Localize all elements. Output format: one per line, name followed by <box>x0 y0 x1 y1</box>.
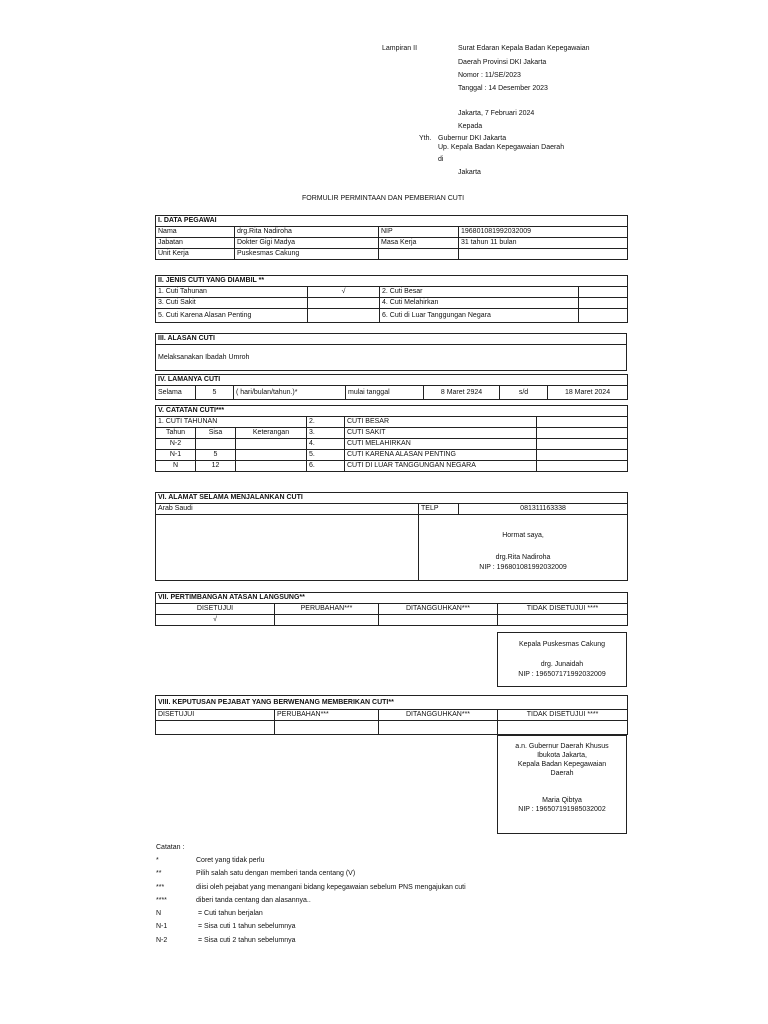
note-key: N-1 <box>156 923 168 930</box>
official-line-4: Daerah <box>550 770 574 777</box>
ditangguhkan-header: DITANGGUHKAN*** <box>379 710 498 721</box>
section-alamat-cuti <box>155 492 628 581</box>
section-5-title: V. CATATAN CUTI*** <box>156 406 628 417</box>
section-8-title: VIII. KEPUTUSAN PEJABAT YANG BERWENANG MEMBERIKAN CUTI** <box>156 696 628 710</box>
empty-cell <box>537 439 628 450</box>
supervisor-name: drg. Junaidah <box>540 660 584 668</box>
empty-cell <box>537 417 628 428</box>
keterangan-cell <box>236 450 307 461</box>
empty-cell <box>537 428 628 439</box>
section-data-pegawai <box>155 215 628 260</box>
hormat-label: Hormat saya, <box>502 532 544 539</box>
ref-nomor: Nomor : 11/SE/2023 <box>458 72 521 79</box>
applicant-nip: NIP : 196801081992032009 <box>479 564 567 571</box>
leave-option-6: 6. Cuti di Luar Tanggungan Negara <box>380 309 579 323</box>
section-1-title: I. DATA PEGAWAI <box>156 216 628 227</box>
sisa-cell <box>196 439 236 450</box>
section-2-title: II. JENIS CUTI YANG DIAMBIL ** <box>156 276 628 287</box>
official-line-3: Kepala Badan Kepegawaian <box>517 761 607 768</box>
cuti-tahunan-label: 1. CUTI TAHUNAN <box>156 417 307 428</box>
nama-value: drg.Rita Nadiroha <box>235 227 379 238</box>
unit-value: Puskesmas Cakung <box>235 249 379 260</box>
section-7-title: VII. PERTIMBANGAN ATASAN LANGSUNG** <box>156 593 628 604</box>
empty-cell <box>537 461 628 472</box>
section-lamanya-cuti <box>155 374 628 400</box>
tidak-disetujui-header: TIDAK DISETUJUI **** <box>498 710 628 721</box>
tahun-cell: N-1 <box>156 450 196 461</box>
row-number: 3. <box>307 428 345 439</box>
note-value: = Cuti tahun berjalan <box>198 910 263 917</box>
sisa-cell: 5 <box>196 450 236 461</box>
supervisor-signature-box <box>497 632 627 687</box>
col-keterangan-header: Keterangan <box>236 428 307 439</box>
addressee-line-1: Gubernur DKI Jakarta <box>438 135 507 142</box>
note-value: = Sisa cuti 1 tahun sebelumnya <box>198 923 296 930</box>
official-signature-box <box>497 735 627 834</box>
reason-value: Melaksanakan Ibadah Umroh <box>156 345 627 371</box>
section-alasan-cuti <box>155 333 627 371</box>
row-number: 6. <box>307 461 345 472</box>
empty-cell <box>379 721 498 735</box>
check-cell <box>308 298 380 309</box>
sisa-cell: 12 <box>196 461 236 472</box>
col-tahun-header: Tahun <box>156 428 196 439</box>
empty-cell <box>537 450 628 461</box>
section-4-title: IV. LAMANYA CUTI <box>156 375 628 386</box>
ref-line-1: Surat Edaran Kepala Badan Kepegawaian <box>458 45 590 52</box>
perubahan-header: PERUBAHAN*** <box>275 710 379 721</box>
note-key: * <box>156 857 159 864</box>
note-value: Pilih salah satu dengan memberi tanda centang (V) <box>196 870 356 877</box>
cuti-sakit-label: CUTI SAKIT <box>345 428 537 439</box>
official-name: Maria Qibtya <box>542 797 582 804</box>
form-title: FORMULIR PERMINTAAN DAN PEMBERIAN CUTI <box>302 195 465 202</box>
row-number: 4. <box>307 439 345 450</box>
applicant-signature <box>419 515 628 581</box>
official-nip: NIP : 196507191985032002 <box>518 806 606 813</box>
ref-line-2: Daerah Provinsi DKI Jakarta <box>458 59 547 66</box>
sd-label: s/d <box>500 386 548 400</box>
cuti-melahirkan-label: CUTI MELAHIRKAN <box>345 439 537 450</box>
nip-label: NIP <box>379 227 459 238</box>
start-date: 8 Maret 2924 <box>424 386 500 400</box>
col-sisa-header: Sisa <box>196 428 236 439</box>
official-line-2: Ibukota Jakarta, <box>537 752 587 759</box>
leave-option-3: 3. Cuti Sakit <box>156 298 308 309</box>
place-date: Jakarta, 7 Februari 2024 <box>458 110 535 117</box>
nip-value: 196801081992032009 <box>459 227 628 238</box>
mulai-label: mulai tanggal <box>346 386 424 400</box>
section-jenis-cuti <box>155 275 628 323</box>
note-value: diisi oleh pejabat yang menangani bidang kepegawaian sebelum PNS mengajukan cuti <box>196 884 466 891</box>
perubahan-header: PERUBAHAN*** <box>275 604 379 615</box>
ditangguhkan-header: DITANGGUHKAN*** <box>379 604 498 615</box>
city-label: Jakarta <box>458 169 481 176</box>
nama-label: Nama <box>156 227 235 238</box>
duration-unit: ( hari/bulan/tahun.)* <box>234 386 346 400</box>
check-cell <box>579 309 628 323</box>
row-number: 2. <box>307 417 345 428</box>
notes-title: Catatan : <box>156 844 185 851</box>
end-date: 18 Maret 2024 <box>548 386 628 400</box>
cuti-besar-label: CUTI BESAR <box>345 417 537 428</box>
section-3-title: III. ALASAN CUTI <box>156 334 627 345</box>
keterangan-cell <box>236 439 307 450</box>
addressee-line-2: Up. Kepala Badan Kepegawaian Daerah <box>438 144 565 151</box>
yth-label: Yth. <box>419 135 432 142</box>
empty-cell <box>459 249 628 260</box>
note-key: **** <box>156 897 167 904</box>
tahun-cell: N-2 <box>156 439 196 450</box>
masa-kerja-value: 31 tahun 11 bulan <box>459 238 628 249</box>
unit-label: Unit Kerja <box>156 249 235 260</box>
empty-cell <box>156 721 275 735</box>
check-cell <box>579 287 628 298</box>
telp-value: 081311163338 <box>459 504 628 515</box>
section-catatan-cuti <box>155 405 628 472</box>
check-cell <box>579 298 628 309</box>
empty-cell <box>498 721 628 735</box>
disetujui-header: DISETUJUI <box>156 604 275 615</box>
applicant-name: drg.Rita Nadiroha <box>495 554 551 561</box>
empty-cell <box>275 721 379 735</box>
leave-option-5: 5. Cuti Karena Alasan Penting <box>156 309 308 323</box>
address-value: Arab Saudi <box>156 504 419 515</box>
address-detail <box>156 515 419 581</box>
leave-option-1: 1. Cuti Tahunan <box>156 287 308 298</box>
masa-kerja-label: Masa Kerja <box>379 238 459 249</box>
empty-cell <box>379 615 498 626</box>
note-key: ** <box>156 870 162 877</box>
section-pertimbangan <box>155 592 628 626</box>
note-value: = Sisa cuti 2 tahun sebelumnya <box>198 937 296 944</box>
note-value: diberi tanda centang dan alasannya.. <box>196 897 311 904</box>
telp-label: TELP <box>419 504 459 515</box>
jabatan-value: Dokter Gigi Madya <box>235 238 379 249</box>
leave-option-4: 4. Cuti Melahirkan <box>380 298 579 309</box>
duration-amount: 5 <box>196 386 234 400</box>
empty-cell <box>275 615 379 626</box>
check-mark: √ <box>156 615 275 626</box>
check-mark: √ <box>308 287 380 298</box>
disetujui-header: DISETUJUI <box>156 710 275 721</box>
ref-tanggal: Tanggal : 14 Desember 2023 <box>458 85 548 92</box>
row-number: 5. <box>307 450 345 461</box>
jabatan-label: Jabatan <box>156 238 235 249</box>
tidak-disetujui-header: TIDAK DISETUJUI **** <box>498 604 628 615</box>
section-6-title: VI. ALAMAT SELAMA MENJALANKAN CUTI <box>156 493 628 504</box>
cuti-luar-tanggungan-label: CUTI DI LUAR TANGGUNGAN NEGARA <box>345 461 537 472</box>
check-cell <box>308 309 380 323</box>
supervisor-nip: NIP : 196507171992032009 <box>518 670 606 678</box>
lampiran-label: Lampiran II <box>382 45 418 52</box>
cuti-alasan-penting-label: CUTI KARENA ALASAN PENTING <box>345 450 537 461</box>
tahun-cell: N <box>156 461 196 472</box>
leave-option-2: 2. Cuti Besar <box>380 287 579 298</box>
keterangan-cell <box>236 461 307 472</box>
supervisor-signature <box>498 633 627 687</box>
kepada-label: Kepada <box>458 123 483 130</box>
di-label: di <box>438 156 444 163</box>
empty-cell <box>498 615 628 626</box>
note-value: Coret yang tidak perlu <box>196 857 265 864</box>
official-signature <box>498 736 627 834</box>
section-keputusan <box>155 695 628 735</box>
note-key: N <box>156 910 162 917</box>
note-key: N-2 <box>156 937 168 944</box>
note-key: *** <box>156 884 165 891</box>
official-line-1: a.n. Gubernur Daerah Khusus <box>515 743 609 750</box>
supervisor-title: Kepala Puskesmas Cakung <box>519 640 605 648</box>
empty-cell <box>379 249 459 260</box>
selama-label: Selama <box>156 386 196 400</box>
